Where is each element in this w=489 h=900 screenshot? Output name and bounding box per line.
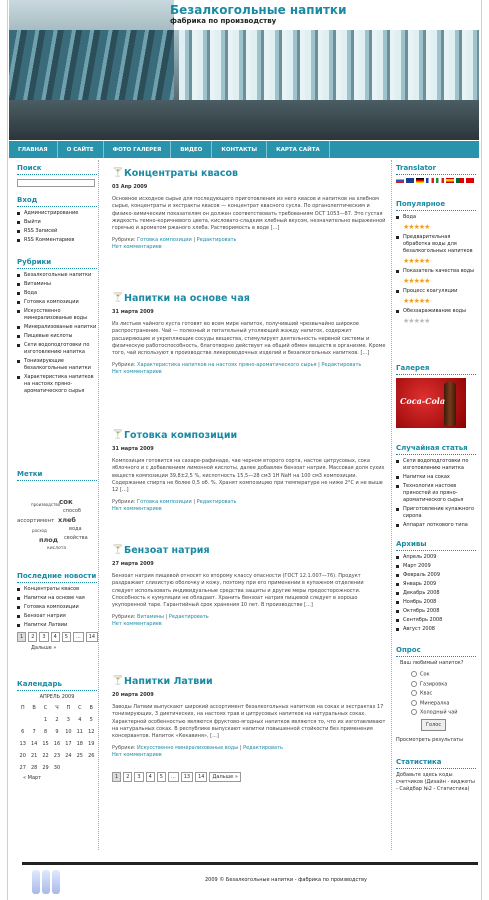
star-icon: ★ — [403, 257, 409, 265]
next-page-link[interactable]: Дальше » — [209, 772, 240, 782]
page-link[interactable]: 4 — [146, 772, 155, 782]
calendar-day: 14 — [30, 741, 38, 747]
flag-uk-icon[interactable] — [406, 178, 414, 183]
star-icon: ★ — [413, 277, 419, 285]
page-link[interactable]: ... — [73, 632, 84, 642]
rubric-label: Рубрики: — [112, 362, 136, 369]
rubric-label: Рубрики: — [112, 614, 136, 621]
archive-link[interactable]: Декабрь 2008 — [396, 590, 476, 597]
calendar-month: АПРЕЛЬ 2009 — [39, 694, 75, 700]
rubric-link[interactable]: Тонизирующие безалкогольные напитки — [17, 358, 97, 372]
rubric-link[interactable]: Вода — [17, 290, 97, 297]
calendar-weekday: С — [78, 705, 82, 711]
cola-bottle-icon — [444, 382, 456, 426]
post-title-text[interactable]: Напитки на основе чая — [124, 293, 250, 304]
conveyor-image — [9, 100, 479, 140]
calendar-day: 29 — [42, 765, 49, 771]
widget-title: Последние новости — [17, 572, 97, 583]
post-date: 31 марта 2009 — [112, 446, 154, 452]
recent-post-link[interactable]: Напитки на основе чая — [17, 595, 97, 602]
rating-stars[interactable] — [403, 257, 476, 265]
post-title-text[interactable]: Готовка композиции — [124, 430, 238, 441]
poll-question: Ваш любимый напиток? — [400, 660, 464, 666]
calendar-day — [74, 762, 85, 774]
popular-widget — [396, 200, 476, 328]
post-excerpt: Основное исходное сырье для последующего приготовления из него квасов и напитков на хлебном сырье, концентраты и экстракты квасов — концентрат квасного сусла. По органолептическим и физико-химическим показателям он должен соответствовать требованиям ОСТ 1053—87. Это густая жидкость темно-коричневого цвета, кисловато-сладким хлебный вкусом, незначительно выраженной горечью и ароматом ржаного хлеба. Растворимость в воде [...] — [112, 196, 386, 232]
calendar-day: 20 — [19, 753, 26, 759]
post-excerpt: Заводы Латвии выпускают широкий ассортимент безалкогольных напитков на сокаx и экстрактах 17 тонизирующих, 3 диетических, на настоях трав и цитрусовых напитков на натуральных соках. Характерной особенностью являются фруктово-ягодных напитков являются то, что их изготавливают на натуральных соках. В республике выпускают напитки повышенной стойкости без применения консервантов. Напиток «Кекавиня», [...] — [112, 704, 386, 740]
rubric-link[interactable]: Витамины — [17, 281, 97, 288]
calendar-day: 21 — [30, 753, 38, 759]
page-link[interactable]: 13 — [181, 772, 193, 782]
rubric-label: Рубрики: — [112, 237, 136, 244]
archive-link[interactable]: Март 2009 — [396, 563, 476, 570]
cocktail-glass-icon: 🍸 — [112, 168, 124, 178]
random-article-link[interactable]: Сети водоподготовки по изготовлению напитка — [396, 458, 476, 472]
rubrics-widget — [17, 258, 97, 397]
archive-link[interactable]: Февраль 2009 — [396, 572, 476, 579]
gallery-logo-text: Coca-Cola — [400, 396, 446, 406]
tag-link[interactable]: вода — [69, 526, 82, 532]
login-link[interactable]: RSS Комментариев — [17, 237, 97, 244]
flag-de-icon[interactable] — [416, 178, 424, 183]
tag-link[interactable]: производство — [31, 502, 61, 507]
footer-bar — [22, 862, 478, 865]
star-icon: ★ — [424, 317, 430, 325]
rubric-link[interactable]: Безалкогольные напитки — [17, 272, 97, 279]
rubric-link[interactable]: Пищевые кислоты — [17, 333, 97, 340]
random-widget — [396, 444, 476, 531]
poll-widget — [396, 646, 476, 743]
calendar-day: 23 — [53, 753, 61, 759]
post — [112, 676, 386, 759]
page-link[interactable]: 2 — [123, 772, 132, 782]
right-divider — [391, 160, 392, 850]
nav-contacts[interactable]: КОНТАКТЫ — [212, 141, 267, 158]
star-icon: ★ — [403, 297, 409, 305]
popular-item — [396, 268, 476, 285]
poll-option[interactable]: Минералка — [411, 700, 476, 707]
calendar-day: 2 — [55, 717, 59, 723]
calendar-day — [86, 762, 97, 774]
flag-it-icon[interactable] — [436, 178, 444, 183]
post-rubric-link[interactable]: Готовка композиции — [137, 237, 192, 244]
widget-title: Translator — [396, 164, 476, 175]
site-title[interactable]: Безалкогольные напитки — [170, 3, 347, 17]
rubric-link[interactable]: Готовка композиции — [17, 299, 97, 306]
calendar-prev-link[interactable]: « Март — [23, 775, 42, 781]
post-date: 27 марта 2009 — [112, 561, 154, 567]
calendar-day: 1 — [43, 717, 48, 723]
search-widget — [17, 164, 97, 187]
post-title[interactable] — [112, 293, 386, 305]
recent-post-link[interactable]: Готовка композиции — [17, 604, 97, 611]
widget-title: Вход — [17, 196, 97, 207]
popular-link[interactable]: Обеззараживание воды — [396, 308, 476, 315]
widget-title: Опрос — [396, 646, 476, 657]
comments-link[interactable]: Нет комментариев — [112, 752, 162, 759]
recent-post-link[interactable]: Концентраты квасов — [17, 586, 97, 593]
calendar-day: 27 — [19, 765, 26, 771]
star-icon: ★ — [413, 223, 419, 231]
widget-title: Календарь — [17, 680, 97, 691]
page-link[interactable]: 5 — [157, 772, 166, 782]
cocktail-glass-icon: 🍸 — [112, 545, 124, 555]
edit-link[interactable]: Редактировать — [196, 499, 237, 506]
recent-post-link[interactable]: Напитки Латвии — [17, 622, 97, 629]
star-icon: ★ — [424, 297, 430, 305]
archive-link[interactable]: Ноябрь 2008 — [396, 599, 476, 606]
star-icon: ★ — [418, 223, 425, 231]
star-icon: ★ — [413, 317, 419, 325]
post — [112, 293, 386, 376]
tag-link[interactable]: кислота — [47, 546, 67, 551]
widget-title: Рубрики — [17, 258, 97, 269]
post-meta: Рубрики: Готовка композиции | Редактировать Нет комментариев — [112, 499, 237, 513]
calendar-day: 18 — [76, 741, 83, 747]
calendar-day: 17 — [65, 741, 72, 747]
stats-text: Добавьте здесь коды счетчиков (Дизайн - виджеты - Сайдбар №2 - Статистика) — [396, 772, 475, 792]
calendar-day: 13 — [19, 741, 26, 747]
flag-es-icon[interactable] — [446, 178, 454, 183]
flag-pt-icon[interactable] — [456, 178, 464, 183]
calendar-weekday: Ч — [55, 705, 59, 711]
tags-widget — [17, 470, 97, 570]
star-icon: ★ — [408, 223, 414, 231]
left-divider — [98, 160, 99, 850]
recent-next-link[interactable]: Дальше » — [31, 645, 57, 651]
comments-link[interactable]: Нет комментариев — [112, 369, 162, 376]
widget-title: Метки — [17, 470, 97, 481]
star-icon: ★ — [403, 317, 409, 325]
search-input[interactable] — [17, 179, 95, 187]
star-icon: ★ — [403, 277, 409, 285]
post-rubric-link[interactable]: Витамины — [137, 614, 164, 621]
nav-about[interactable]: О САЙТЕ — [58, 141, 104, 158]
calendar-weekday: В — [32, 705, 36, 711]
login-link[interactable]: Администрирование — [17, 210, 97, 217]
tag-link[interactable]: способ — [63, 508, 81, 514]
rubric-link[interactable]: Характеристика напитков на настоях пряно-ароматического сырья — [17, 374, 97, 395]
page-link[interactable]: 1 — [17, 632, 26, 642]
calendar-day: 10 — [65, 729, 72, 735]
popular-link[interactable]: Предварительная обработка воды для безалкогольных напитков — [396, 234, 476, 255]
post-date: 31 марта 2009 — [112, 309, 154, 315]
post-rubric-link[interactable]: Искусственно минерализованые воды — [137, 745, 239, 752]
post — [112, 545, 386, 628]
archive-link[interactable]: Апрель 2009 — [396, 554, 476, 561]
star-icon: ★ — [408, 257, 414, 265]
calendar-day: 4 — [78, 717, 82, 723]
calendar-weekday: П — [66, 705, 71, 711]
tag-link[interactable]: плод — [39, 536, 58, 544]
post-title[interactable] — [112, 545, 386, 557]
star-icon: ★ — [408, 297, 414, 305]
cocktail-glass-icon: 🍸 — [112, 430, 124, 440]
star-icon: ★ — [413, 297, 419, 305]
poll-option[interactable]: Газировка — [411, 681, 476, 688]
popular-link[interactable]: Вода — [396, 214, 476, 221]
language-flags — [396, 178, 476, 183]
tag-link[interactable]: ассортимент — [17, 518, 55, 524]
calendar-table — [17, 702, 97, 774]
star-icon: ★ — [424, 257, 430, 265]
flag-fr-icon[interactable] — [426, 178, 434, 183]
flag-cn-icon[interactable] — [466, 178, 474, 183]
post-title-text[interactable]: Бензоат натрия — [124, 545, 210, 556]
bottle-icon — [42, 870, 50, 894]
archive-link[interactable]: Январь 2009 — [396, 581, 476, 588]
popular-item — [396, 288, 476, 305]
cocktail-glass-icon: 🍸 — [112, 676, 124, 686]
post-date: 20 марта 2009 — [112, 692, 154, 698]
page-link[interactable]: ... — [168, 772, 179, 782]
widget-title: Галерея — [396, 364, 476, 375]
poll-option[interactable]: Квас — [411, 690, 476, 697]
post-meta: Рубрики: Характеристика напитков на настоях пряно-ароматического сырья | Редактировать Нет комментариев — [112, 362, 362, 376]
post-date: 03 Апр 2009 — [112, 184, 148, 190]
nav-gallery[interactable]: ФОТО ГАЛЕРЕЯ — [104, 141, 172, 158]
post-rubric-link[interactable]: Готовка композиции — [137, 499, 192, 506]
vote-button[interactable]: Голос — [421, 719, 446, 731]
calendar-day: 3 — [66, 717, 70, 723]
post-title[interactable] — [112, 430, 386, 442]
recent-widget — [17, 572, 97, 651]
rating-stars[interactable] — [403, 317, 476, 325]
nav-video[interactable]: ВИДЕО — [171, 141, 212, 158]
page-link[interactable]: 4 — [51, 632, 60, 642]
rating-stars[interactable] — [403, 297, 476, 305]
bottle-icon — [32, 870, 40, 894]
login-widget — [17, 196, 97, 246]
rubric-link[interactable]: Сети водоподготовки по изготовлению напитка — [17, 342, 97, 356]
post — [112, 168, 386, 251]
nav-home[interactable]: ГЛАВНАЯ — [9, 141, 58, 158]
star-icon: ★ — [418, 277, 425, 285]
post-excerpt: Из листьев чайного куста готовят во всем мире напиток, получивший чрезвычайно широкое распространение. Чай — полезный и питательный утоляющий жажду напиток, содержит расширяющие и укрепляющие сосуды вещества, стимулирует деятельность нервной системы и физическую работоспособность, благотворно действует на общий обмен веществ в организме. Кроме того, чай используют в производстве ликероводочных изделий и безалкогольных напитков. [...] — [112, 321, 386, 357]
gallery-image[interactable] — [396, 378, 466, 428]
calendar-day — [63, 762, 74, 774]
edit-link[interactable]: Редактировать — [243, 745, 283, 752]
post — [112, 430, 386, 513]
calendar-day: 26 — [88, 753, 95, 759]
archive-link[interactable]: Сентябрь 2008 — [396, 617, 476, 624]
calendar-day: 8 — [43, 729, 48, 735]
bottle-icon — [52, 870, 60, 894]
calendar-day: 11 — [76, 729, 83, 735]
rubric-label: Рубрики: — [112, 745, 136, 752]
post-title-text[interactable]: Концентраты квасов — [124, 168, 239, 179]
calendar-day: 16 — [53, 741, 61, 747]
rubric-link[interactable]: Искусственно минерализованые воды — [17, 308, 97, 322]
stats-widget — [396, 758, 476, 793]
calendar-weekday: В — [89, 705, 93, 711]
comments-link[interactable]: Нет комментариев — [112, 506, 162, 513]
page-link[interactable]: 14 — [195, 772, 207, 782]
rubric-link[interactable]: Минерализованые напитки — [17, 324, 97, 331]
popular-link[interactable]: Показатель качества воды — [396, 268, 476, 275]
bottling-machine-image — [9, 30, 174, 110]
page-link[interactable]: 3 — [39, 632, 48, 642]
rating-stars[interactable] — [403, 277, 476, 285]
post-meta: Рубрики: Витамины | Редактировать Нет комментариев — [112, 614, 209, 628]
nav-sitemap[interactable]: КАРТА САЙТА — [267, 141, 330, 158]
page-link[interactable]: 14 — [86, 632, 98, 642]
rubric-label: Рубрики: — [112, 499, 136, 506]
gallery-widget — [396, 364, 476, 428]
widget-title: Поиск — [17, 164, 97, 175]
login-link[interactable]: RSS Записей — [17, 228, 97, 235]
post-excerpt: Композиция готовится на сахаре-рафинаде, чае черном второго сорта, настое цитрусовых, сока яблочного и с добавлением лимонной кислоты, далее добавлен бензоат натрия. Массовая доля сухих веществ композиции 39,8±2,5 %, кислотность 15,5—28 см3 1Н NaH на 100 см3 композиции. Содержание спирта не более 0,5 об. %. Хранят композицию при температуре не ниже 2°С и не выше 12 [...] — [112, 458, 385, 494]
page-link[interactable]: 3 — [134, 772, 143, 782]
post-title[interactable] — [112, 676, 386, 688]
recent-post-link[interactable]: Бензоат натрия — [17, 613, 97, 620]
page-link[interactable]: 5 — [62, 632, 71, 642]
random-article-link[interactable]: Приготовление купажного сиропа — [396, 506, 476, 520]
calendar-day: 9 — [55, 729, 59, 735]
star-icon: ★ — [418, 317, 425, 325]
calendar-day: 19 — [88, 741, 95, 747]
random-article-link[interactable]: Напитки на сокаx — [396, 474, 476, 481]
calendar-day: 30 — [53, 765, 61, 771]
calendar-day — [28, 714, 39, 726]
post-meta: Рубрики: Искусственно минерализованые воды | Редактировать Нет комментариев — [112, 745, 283, 759]
popular-link[interactable]: Процесс коагуляции — [396, 288, 476, 295]
poll-results-link[interactable]: Просмотреть результаты — [396, 736, 464, 743]
page-link[interactable]: 2 — [28, 632, 37, 642]
edit-link[interactable]: Редактировать — [321, 362, 362, 369]
tag-link[interactable]: хлеб — [58, 516, 76, 524]
footer-text: 2009 © Безалкогольные напитки - фабрика по производству — [205, 877, 368, 883]
edit-link[interactable]: Редактировать — [168, 614, 209, 621]
comments-link[interactable]: Нет комментариев — [112, 621, 162, 628]
archive-widget — [396, 540, 476, 635]
star-icon: ★ — [424, 223, 430, 231]
post-rubric-link[interactable]: Характеристика напитков на настоях пряно-ароматического сырья — [137, 362, 317, 369]
star-icon: ★ — [418, 297, 425, 305]
calendar-day: 28 — [30, 765, 38, 771]
popular-item — [396, 308, 476, 325]
tag-link[interactable]: расход — [32, 528, 47, 533]
widget-title: Случайная статья — [396, 444, 476, 455]
calendar-day: 6 — [21, 729, 25, 735]
post-title-text[interactable]: Напитки Латвии — [124, 676, 213, 687]
archive-link[interactable]: Август 2008 — [396, 626, 476, 633]
star-icon: ★ — [408, 277, 414, 285]
widget-title: Популярное — [396, 200, 476, 211]
random-article-link[interactable]: Аппарат лоткового типа — [396, 522, 476, 529]
comments-link[interactable]: Нет комментариев — [112, 244, 162, 251]
calendar-day: 24 — [65, 753, 72, 759]
star-icon: ★ — [418, 257, 425, 265]
calendar-weekday: С — [43, 705, 48, 711]
post-excerpt: Бензоат натрия пищевой относят ко второму классу опасности (ГОСТ 12.1.007—76). Продукт раздражает слизистую оболочку и кожу, поэтому при его применении в купажном отделении следует использовать индивидуальные средства защиты и другие меры предосторожности. Способность к кумуляции не обладает. Хранить бензоат натрия пищевой следует в хорошо укупоренной таре. Гарантийный срок хранения 10 лет. В производстве [...] — [112, 573, 364, 609]
site-description: фабрика по производству — [170, 17, 277, 25]
post-meta: Рубрики: Готовка композиции | Редактировать Нет комментариев — [112, 237, 237, 251]
page-link[interactable]: 1 — [112, 772, 121, 782]
calendar-widget — [17, 680, 97, 781]
star-icon: ★ — [403, 223, 409, 231]
login-link[interactable]: Выйти — [17, 219, 97, 226]
calendar-day: 22 — [42, 753, 49, 759]
edit-link[interactable]: Редактировать — [196, 237, 237, 244]
poll-option[interactable]: Сок — [411, 671, 476, 678]
widget-title: Статистика — [396, 758, 476, 769]
translator-widget — [396, 164, 476, 183]
star-icon: ★ — [408, 317, 414, 325]
calendar-day: 25 — [76, 753, 83, 759]
popular-item — [396, 214, 476, 231]
calendar-day — [17, 714, 28, 726]
rating-stars[interactable] — [403, 223, 476, 231]
star-icon: ★ — [424, 277, 430, 285]
calendar-weekday: П — [20, 705, 25, 711]
calendar-day: 15 — [42, 741, 49, 747]
calendar-day: 12 — [88, 729, 95, 735]
popular-item — [396, 234, 476, 265]
tag-link[interactable]: свойства — [64, 535, 88, 541]
cocktail-glass-icon: 🍸 — [112, 293, 124, 303]
tag-link[interactable]: сок — [59, 498, 73, 506]
random-article-link[interactable]: Технология настоев пряностей из пряно-ароматического сырья — [396, 483, 476, 504]
flag-ru-icon[interactable] — [396, 178, 404, 183]
calendar-day: 7 — [32, 729, 36, 735]
widget-title: Архивы — [396, 540, 476, 551]
poll-option[interactable]: Холодный чай — [411, 709, 476, 716]
post-title[interactable] — [112, 168, 386, 180]
star-icon: ★ — [413, 257, 419, 265]
calendar-day: 5 — [89, 717, 93, 723]
archive-link[interactable]: Октябрь 2008 — [396, 608, 476, 615]
main-nav — [9, 141, 479, 158]
